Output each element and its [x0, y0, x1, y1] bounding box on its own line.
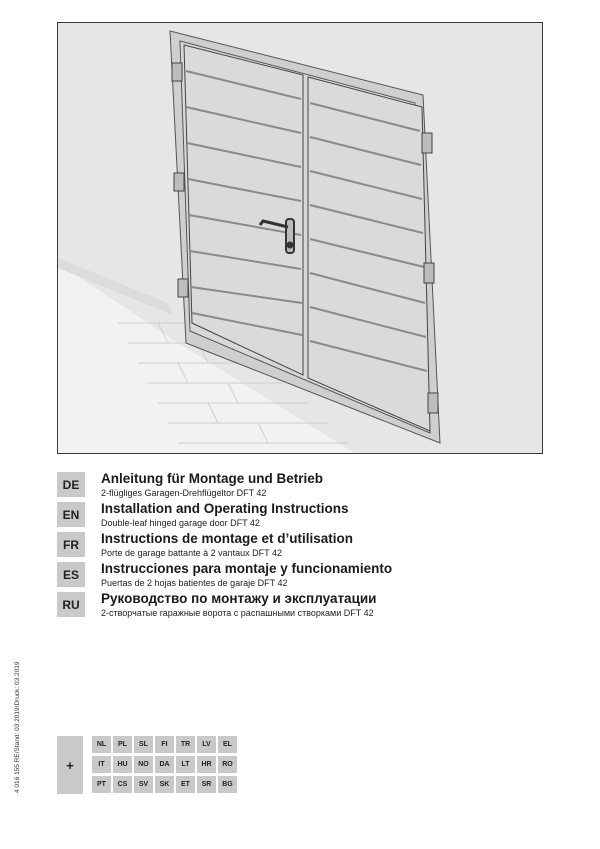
document-reference: 4 016 155 RE/Stand: 03.2019/Druck: 03.2019 — [14, 661, 21, 793]
language-chip: DA — [155, 756, 174, 773]
language-code-badge: RU — [57, 592, 85, 617]
language-code-badge: EN — [57, 502, 85, 527]
language-chip: ET — [176, 776, 195, 793]
language-chip: IT — [92, 756, 111, 773]
language-chip: SR — [197, 776, 216, 793]
language-row-de — [57, 470, 543, 500]
garage-door-illustration — [57, 22, 543, 454]
language-chip: CS — [113, 776, 132, 793]
language-chip: HR — [197, 756, 216, 773]
language-chip: SL — [134, 736, 153, 753]
language-chip: LT — [176, 756, 195, 773]
language-chip: RO — [218, 756, 237, 773]
language-chip: FI — [155, 736, 174, 753]
language-row-en — [57, 500, 543, 530]
more-languages-plus: + — [57, 736, 83, 794]
language-row-ru — [57, 590, 543, 620]
manual-title: Installation and Operating Instructions — [101, 501, 349, 516]
language-chip: EL — [218, 736, 237, 753]
language-code-badge: DE — [57, 472, 85, 497]
product-subtitle: Porte de garage battante à 2 vantaux DFT 42 — [101, 548, 282, 558]
language-code-badge: ES — [57, 562, 85, 587]
language-code-badge: FR — [57, 532, 85, 557]
product-subtitle: Double-leaf hinged garage door DFT 42 — [101, 518, 260, 528]
manual-title: Instructions de montage et d’utilisation — [101, 531, 354, 546]
language-chip: NL — [92, 736, 111, 753]
additional-languages-grid — [92, 736, 237, 793]
language-chip: PL — [113, 736, 132, 753]
language-chip: BG — [218, 776, 237, 793]
language-chip: HU — [113, 756, 132, 773]
language-row-es — [57, 560, 543, 590]
product-subtitle: 2-створчатые гаражные ворота с распашными створками DFT 42 — [101, 608, 374, 618]
language-chip: SK — [155, 776, 174, 793]
language-chip: LV — [197, 736, 216, 753]
manual-title: Anleitung für Montage und Betrieb — [101, 471, 323, 486]
product-subtitle: 2-flügliges Garagen-Drehflügeltor DFT 42 — [101, 488, 267, 498]
language-chip: SV — [134, 776, 153, 793]
manual-title: Instrucciones para montaje y funcionamiento — [101, 561, 393, 576]
language-row-fr — [57, 530, 543, 560]
manual-title: Руководство по монтажу и эксплуатации — [101, 591, 377, 606]
double-leaf-garage-door-drawing — [58, 23, 543, 454]
language-chip: TR — [176, 736, 195, 753]
language-chip: NO — [134, 756, 153, 773]
product-subtitle: Puertas de 2 hojas batientes de garaje DFT 42 — [101, 578, 288, 588]
language-chip: PT — [92, 776, 111, 793]
language-title-list — [57, 470, 543, 620]
